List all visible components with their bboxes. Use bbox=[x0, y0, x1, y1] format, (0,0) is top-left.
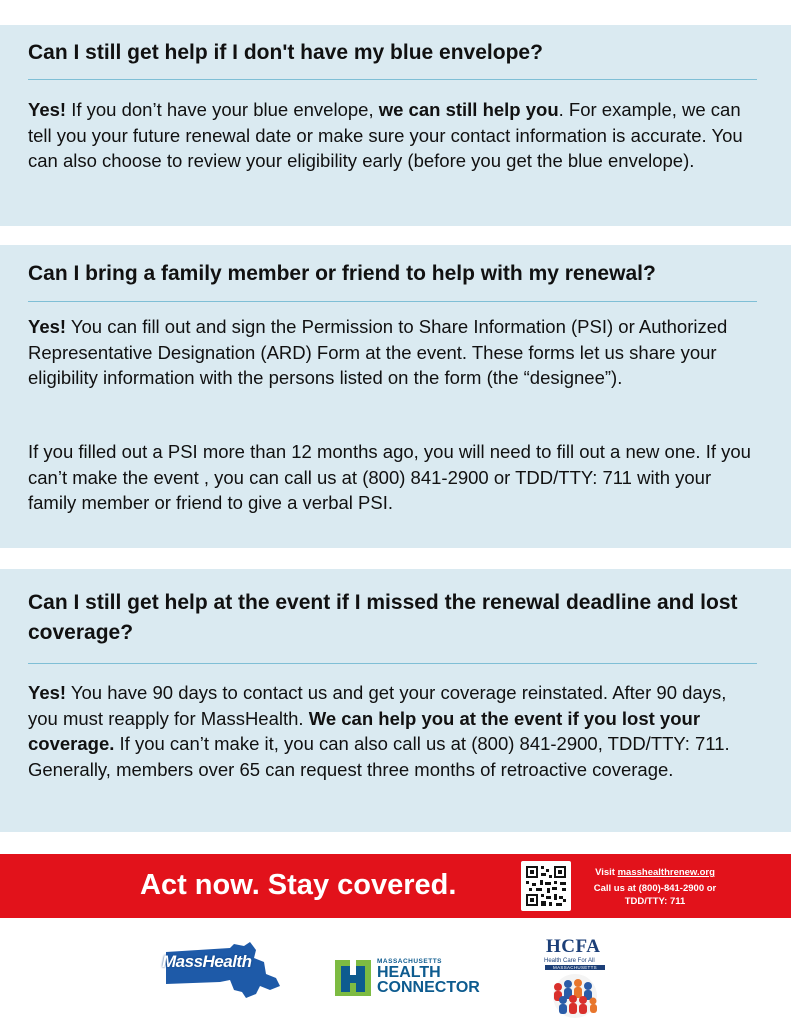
hcfa-wordmark: HCFA bbox=[546, 936, 601, 957]
divider bbox=[28, 79, 757, 80]
phone-line: Call us at (800)-841-2900 or bbox=[593, 883, 717, 894]
visit-label: Visit bbox=[595, 867, 618, 878]
faq-answer bbox=[28, 680, 757, 782]
hcfa-tagline: Health Care For All bbox=[544, 958, 595, 964]
hcfa-logo bbox=[540, 936, 610, 1020]
faq-answer bbox=[28, 314, 757, 391]
hc-health: HEALTH bbox=[377, 964, 441, 981]
divider bbox=[28, 301, 757, 302]
faq-question: Can I still get help if I don't have my blue envelope? bbox=[28, 41, 543, 64]
faq-card-family-member bbox=[0, 245, 791, 548]
slogan: Act now. Stay covered. bbox=[140, 869, 457, 901]
faq-card-missed-deadline bbox=[0, 569, 791, 832]
masshealth-wordmark: MassHealth bbox=[162, 952, 252, 971]
masshealth-logo bbox=[160, 940, 282, 1006]
answer-lead: Yes! bbox=[28, 682, 67, 703]
answer-emphasis: we can still help you bbox=[378, 99, 559, 120]
faq-answer-followup: If you filled out a PSI more than 12 months ago, you will need to fill out a new one. If you can’t make the event , you can call us at (800) 841-2900 or TDD/TTY: 711 with your family member or friend to give a verbal PSI. bbox=[28, 441, 751, 513]
answer-emphasis: We can help you at the event if you lost your coverage. bbox=[28, 707, 701, 754]
answer-text: If you don’t have your blue envelope, bbox=[66, 99, 379, 120]
website-link[interactable]: masshealthrenew.org bbox=[617, 867, 715, 878]
faq-question: Can I still get help at the event if I missed the renewal deadline and lost coverage? bbox=[28, 591, 738, 644]
answer-text: . For example, we can tell you your future renewal date or make sure your contact information is accurate. You can also choose to review your eligibility early (before you get the blue envelope). bbox=[28, 99, 743, 171]
health-connector-icon bbox=[335, 960, 371, 996]
tty-line: TDD/TTY: 711 bbox=[624, 896, 686, 907]
answer-lead: Yes! bbox=[28, 99, 67, 120]
people-group-icon bbox=[544, 973, 606, 1019]
answer-lead: Yes! bbox=[28, 316, 67, 337]
hc-state: MASSACHUSETTS bbox=[377, 958, 443, 965]
answer-text: You can fill out and sign the Permission to Share Information (PSI) or Authorized Representative Designation (ARD) Form at the event. These forms let us share your eligibility information with the persons listed on the form (the “designee”). bbox=[28, 316, 728, 388]
hc-connector: CONNECTOR bbox=[377, 979, 480, 996]
massachusetts-map-icon bbox=[160, 940, 282, 1006]
qr-code-icon[interactable] bbox=[521, 861, 571, 911]
answer-text: You have 90 days to contact us and get your coverage reinstated. After 90 days, you must reapply for MassHealth. bbox=[28, 682, 727, 729]
hcfa-state: MASSACHUSETTS bbox=[545, 965, 605, 970]
faq-answer bbox=[28, 97, 757, 174]
faq-question: Can I bring a family member or friend to help with my renewal? bbox=[28, 262, 656, 285]
divider bbox=[28, 663, 757, 664]
call-to-action-banner bbox=[0, 854, 791, 918]
contact-info bbox=[580, 866, 730, 908]
health-connector-logo bbox=[335, 958, 480, 998]
answer-text: If you can’t make it, you can also call us at (800) 841-2900, TDD/TTY: 711. Generally, members over 65 can request three months of retroactive coverage. bbox=[28, 733, 730, 780]
faq-card-blue-envelope bbox=[0, 25, 791, 226]
